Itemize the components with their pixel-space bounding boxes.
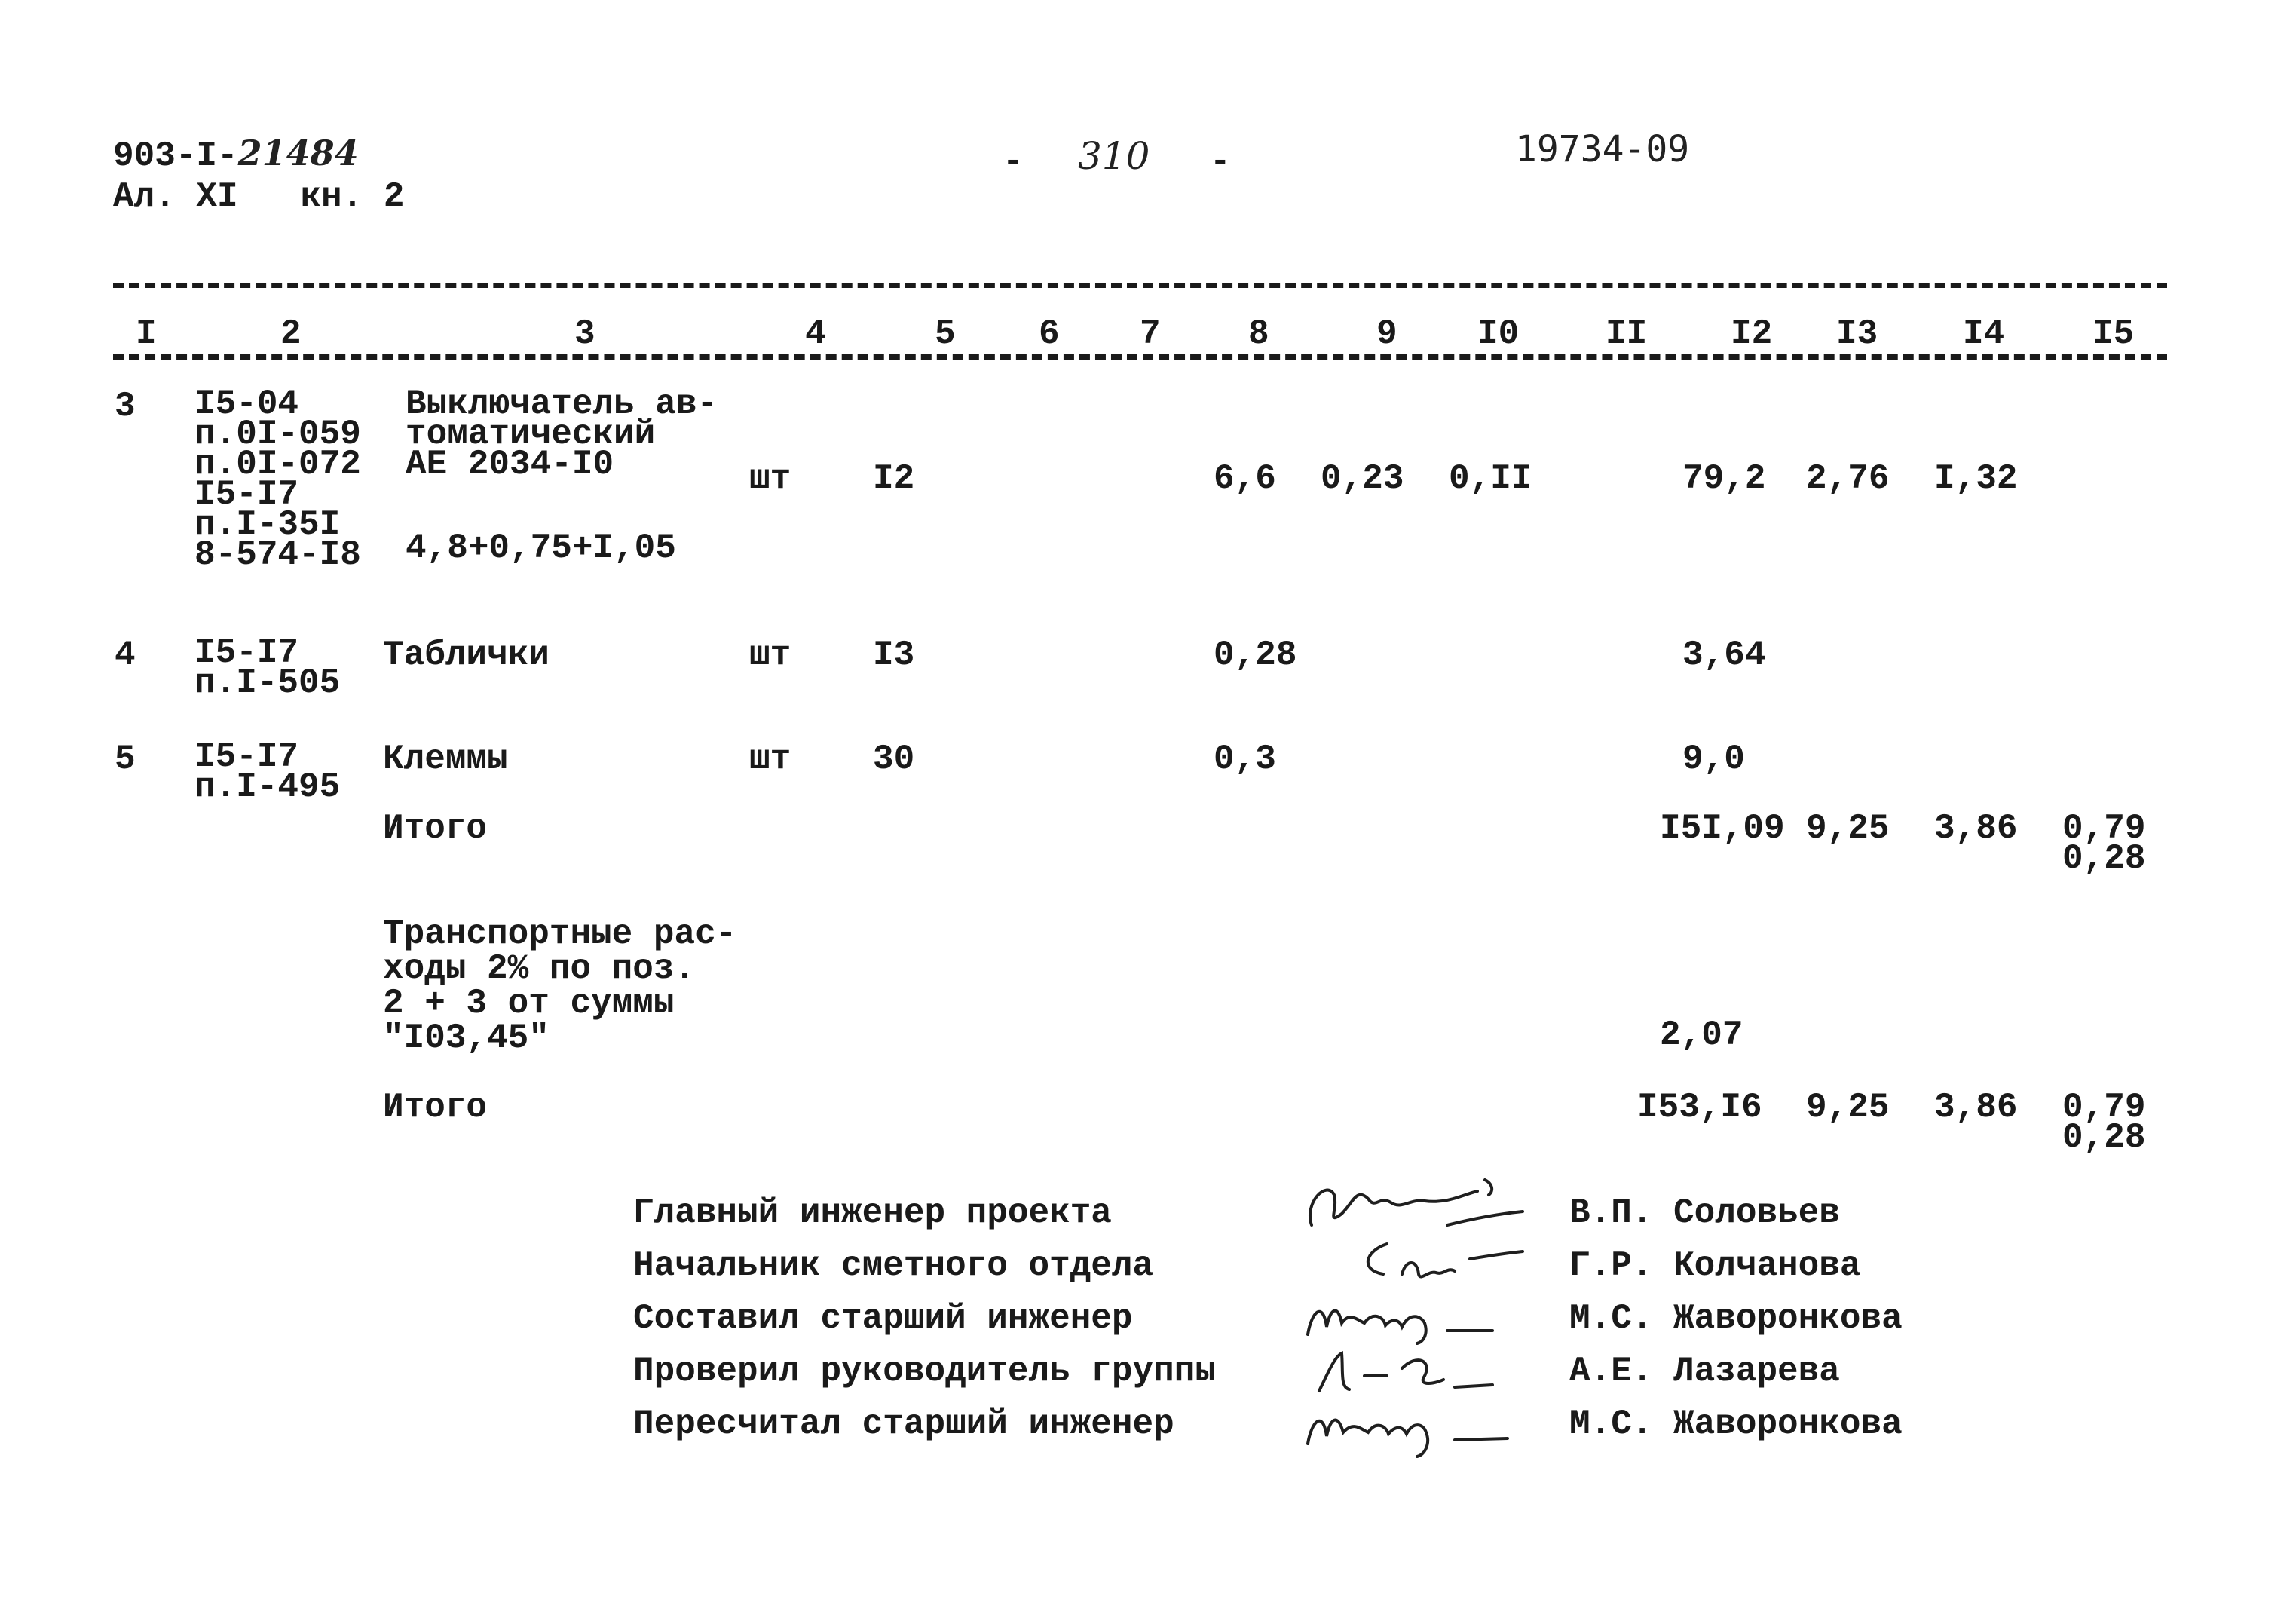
total-col13: 9,25 bbox=[1806, 1088, 1890, 1127]
total-col15-line2: 0,28 bbox=[2062, 1118, 2146, 1157]
row-number: 5 bbox=[115, 740, 136, 779]
column-header-7: 7 bbox=[1140, 314, 1161, 354]
handwritten-signature-2 bbox=[1342, 1236, 1538, 1289]
row-codes: I5-I7 п.I-505 bbox=[194, 633, 341, 703]
signature-name: Г.Р. Колчанова bbox=[1569, 1246, 1861, 1285]
column-header-underline bbox=[113, 354, 2167, 360]
row-unit: шт bbox=[749, 740, 791, 779]
page-dash-left: - bbox=[1003, 142, 1024, 182]
row-quantity: I3 bbox=[873, 636, 915, 675]
row-quantity: 30 bbox=[873, 740, 915, 779]
row-number: 3 bbox=[115, 387, 136, 426]
column-header-14: I4 bbox=[1963, 314, 2005, 354]
row-codes: I5-04 п.0I-059 п.0I-072 I5-I7 п.I-35I 8-574-I8 bbox=[194, 384, 361, 574]
handwritten-signature-3 bbox=[1296, 1289, 1508, 1349]
column-header-11: II bbox=[1606, 314, 1648, 354]
handwritten-signature-5 bbox=[1296, 1395, 1523, 1463]
row-name: Таблички bbox=[383, 636, 550, 675]
total-label: Итого bbox=[383, 1088, 488, 1127]
column-header-13: I3 bbox=[1836, 314, 1878, 354]
column-header-2: 2 bbox=[280, 314, 302, 354]
signature-role: Начальник сметного отдела bbox=[633, 1246, 1154, 1285]
signature-name: В.П. Соловьев bbox=[1569, 1193, 1840, 1233]
row-col8: 6,6 bbox=[1214, 459, 1276, 498]
row-name: Выключатель ав- томатический АЕ 2034-I0 bbox=[406, 384, 718, 484]
subtotal-col15-line1: 0,79 bbox=[2062, 809, 2146, 848]
row-col8: 0,28 bbox=[1214, 636, 1297, 675]
document-number: 19734-09 bbox=[1515, 128, 1690, 170]
row-formula: 4,8+0,75+I,05 bbox=[406, 528, 676, 568]
signature-name: М.С. Жаворонкова bbox=[1569, 1299, 1903, 1338]
column-header-8: 8 bbox=[1248, 314, 1269, 354]
row-codes: I5-I7 п.I-495 bbox=[194, 737, 341, 807]
page-dash-right: - bbox=[1210, 142, 1231, 182]
column-header-3: 3 bbox=[574, 314, 595, 354]
handwritten-signature-4 bbox=[1304, 1346, 1500, 1398]
document-code-handwritten: 21484 bbox=[237, 133, 359, 173]
signature-name: А.Е. Лазарева bbox=[1569, 1352, 1840, 1391]
subtotal-col12: I5I,09 bbox=[1660, 809, 1785, 848]
signature-role: Составил старший инженер bbox=[633, 1299, 1133, 1338]
signature-role: Пересчитал старший инженер bbox=[633, 1404, 1174, 1444]
column-header-12: I2 bbox=[1731, 314, 1773, 354]
row-number: 4 bbox=[115, 636, 136, 675]
album-reference: Ал. XI кн. 2 bbox=[113, 177, 405, 216]
column-header-10: I0 bbox=[1477, 314, 1520, 354]
signature-name: М.С. Жаворонкова bbox=[1569, 1404, 1903, 1444]
row-col14: I,32 bbox=[1934, 459, 2018, 498]
header-dashed-line bbox=[113, 283, 2167, 288]
row-col12: 9,0 bbox=[1682, 740, 1745, 779]
column-header-1: I bbox=[136, 314, 157, 354]
document-code bbox=[113, 133, 359, 176]
handwritten-signature-1 bbox=[1296, 1172, 1553, 1240]
column-header-9: 9 bbox=[1376, 314, 1397, 354]
total-col14: 3,86 bbox=[1934, 1088, 2018, 1127]
row-col8: 0,3 bbox=[1214, 740, 1276, 779]
transport-costs-text: Транспортные рас- ходы 2% по поз. 2 + 3 от суммы "I03,45" bbox=[383, 914, 737, 1058]
signature-role: Проверил руководитель группы bbox=[633, 1352, 1216, 1391]
row-col12: 3,64 bbox=[1682, 636, 1766, 675]
column-header-15: I5 bbox=[2092, 314, 2135, 354]
page-number-handwritten: 310 bbox=[1078, 134, 1150, 178]
subtotal-col15-line2: 0,28 bbox=[2062, 839, 2146, 878]
row-col13: 2,76 bbox=[1806, 459, 1890, 498]
column-header-5: 5 bbox=[935, 314, 956, 354]
row-col12: 79,2 bbox=[1682, 459, 1766, 498]
total-col12: I53,I6 bbox=[1637, 1088, 1762, 1127]
row-col10: 0,II bbox=[1449, 459, 1532, 498]
transport-costs-col12: 2,07 bbox=[1660, 1015, 1743, 1055]
document-code-prefix: 903-I- bbox=[113, 136, 238, 176]
total-col15-line1: 0,79 bbox=[2062, 1088, 2146, 1127]
subtotal-col14: 3,86 bbox=[1934, 809, 2018, 848]
subtotal-label: Итого bbox=[383, 809, 488, 848]
row-name: Клеммы bbox=[383, 740, 508, 779]
column-header-4: 4 bbox=[805, 314, 826, 354]
subtotal-col13: 9,25 bbox=[1806, 809, 1890, 848]
row-quantity: I2 bbox=[873, 459, 915, 498]
signature-role: Главный инженер проекта bbox=[633, 1193, 1112, 1233]
row-unit: шт bbox=[749, 459, 791, 498]
column-header-6: 6 bbox=[1039, 314, 1060, 354]
row-col9: 0,23 bbox=[1321, 459, 1404, 498]
row-unit: шт bbox=[749, 636, 791, 675]
